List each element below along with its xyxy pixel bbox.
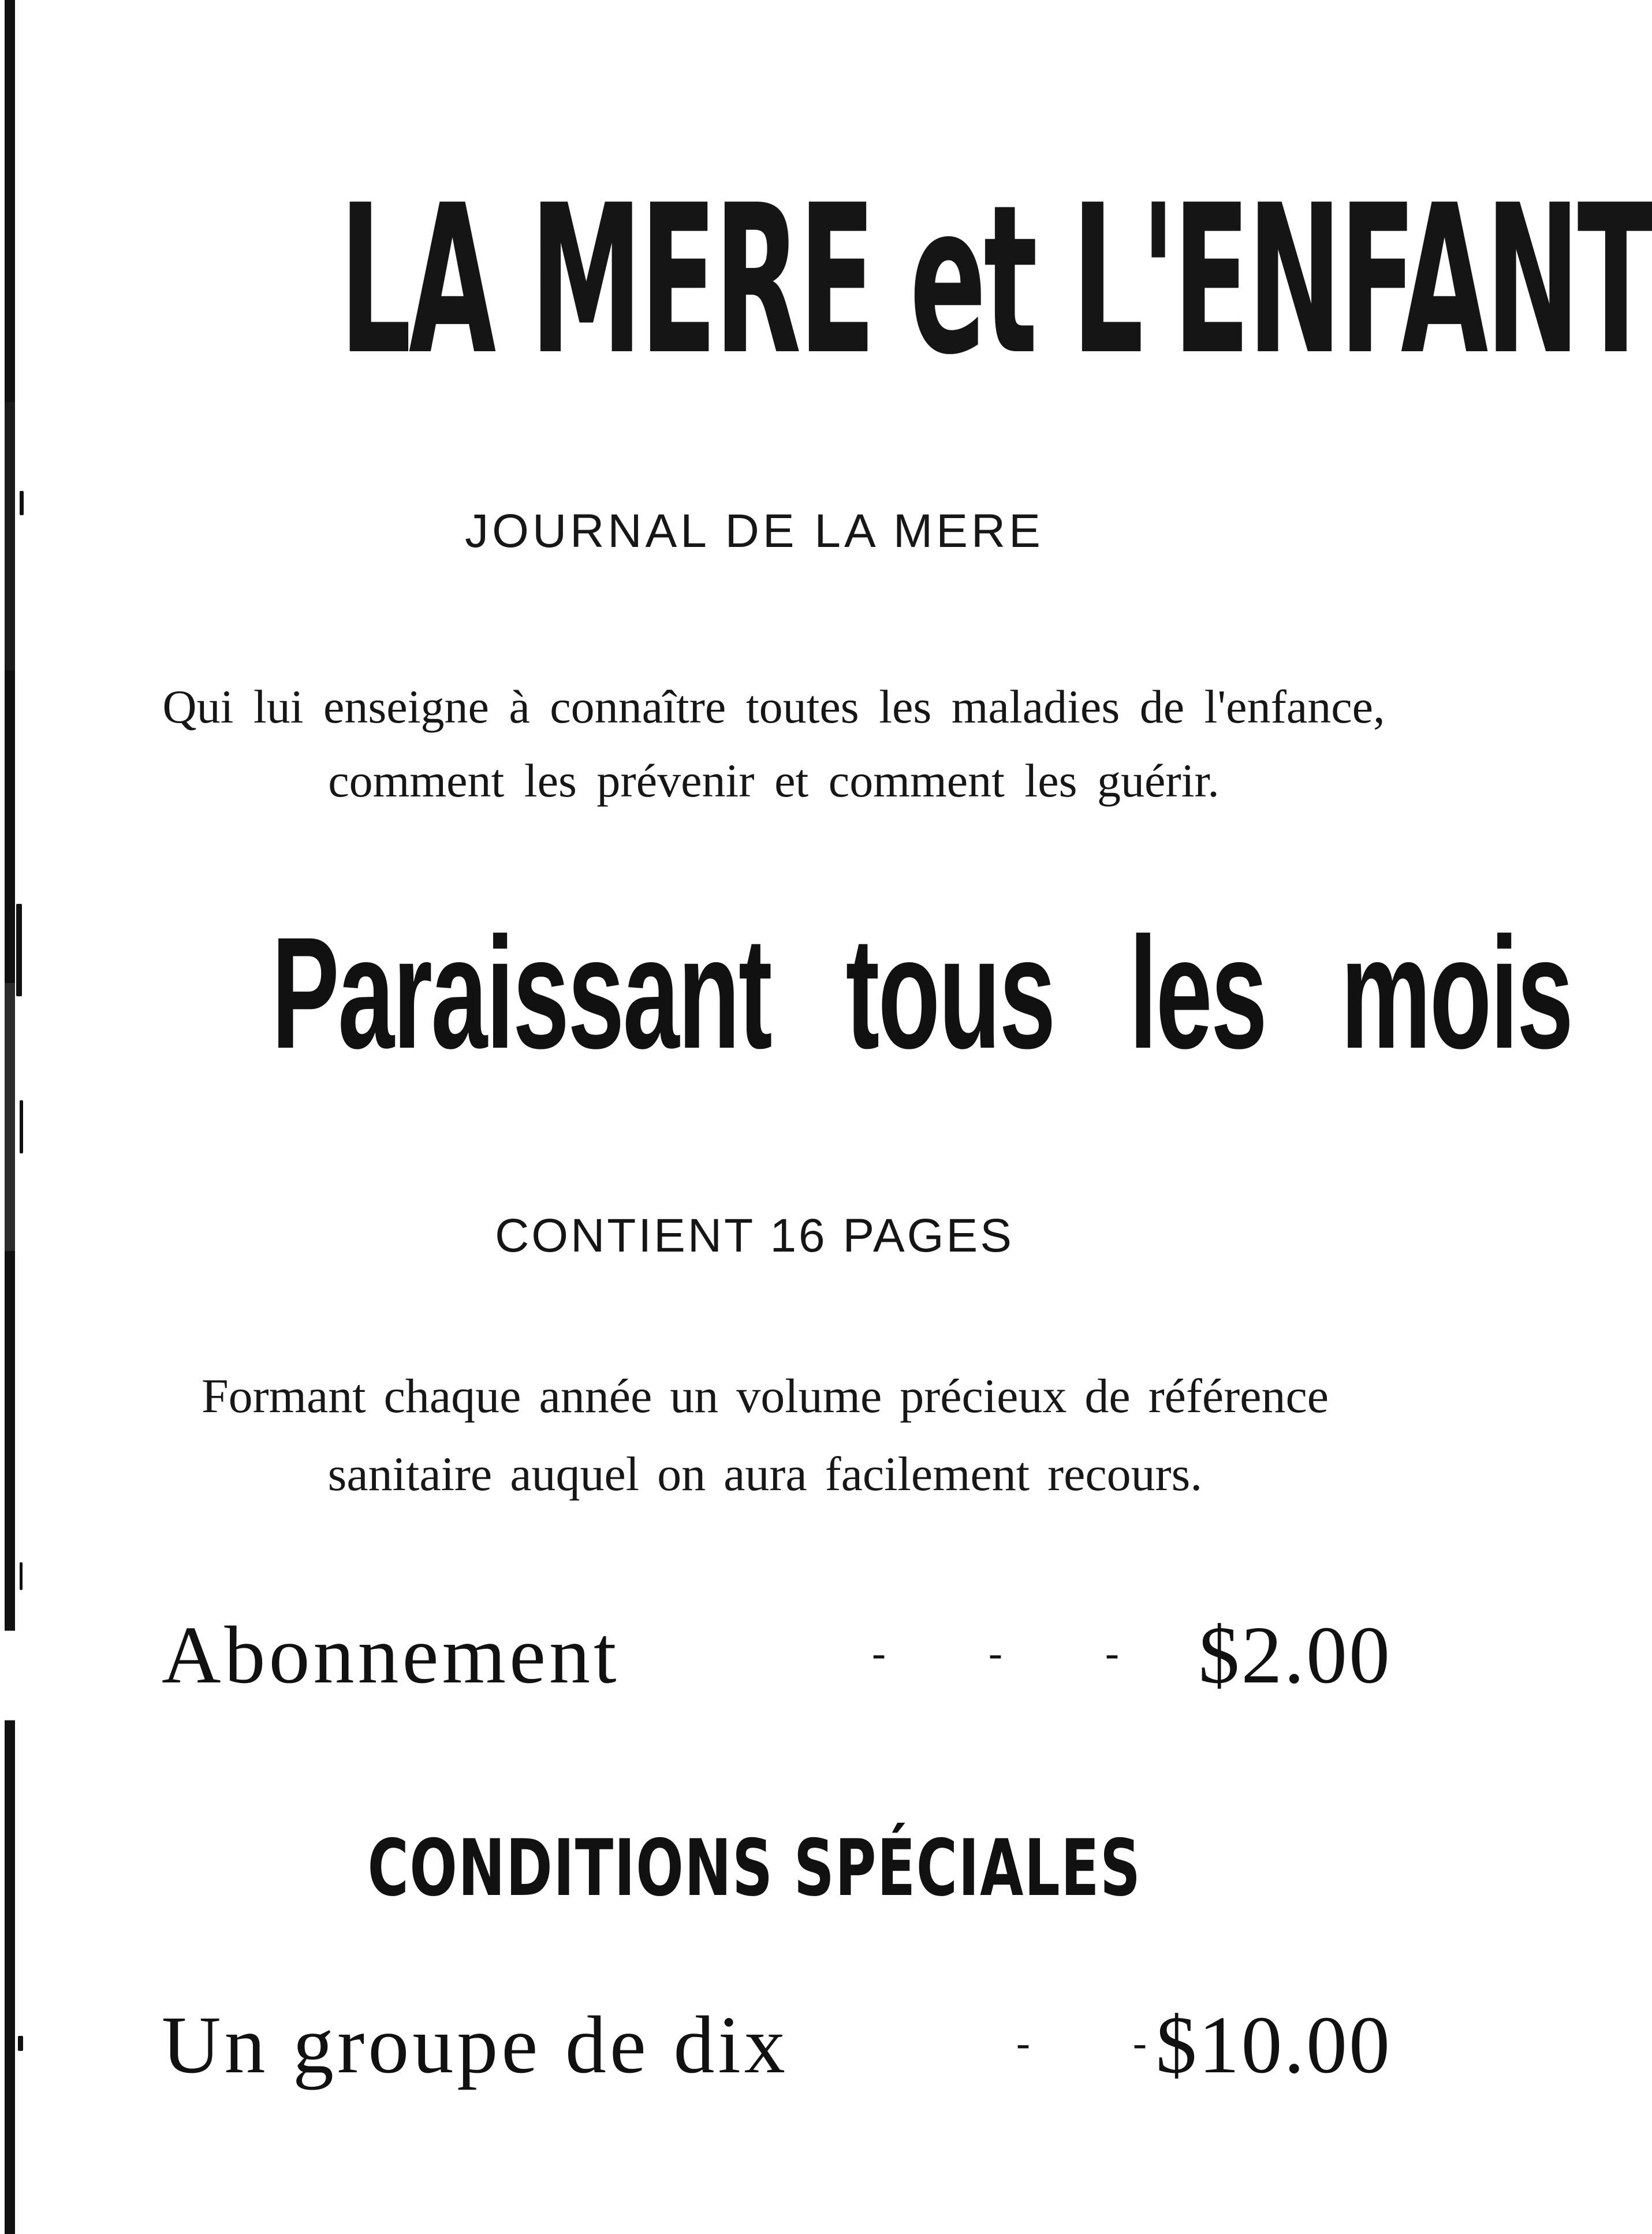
group-price-row [162, 1995, 1392, 2099]
scan-speck [18, 2036, 23, 2051]
group-offer-amount: $10.00 [1155, 1999, 1392, 2090]
scan-speck [16, 904, 22, 996]
subscription-label: Abonnement [162, 1609, 620, 1700]
scan-speck [20, 1100, 23, 1153]
page-count: CONTIENT 16 PAGES [495, 1209, 1014, 1262]
subscription-price-row [162, 1606, 1392, 1710]
journal-description: Qui lui enseigne à connaître toutes les maladies de l'enfance, comment les prévenir et comment les guérir. [162, 680, 1385, 807]
frequency-headline: Paraissant tous les mois [271, 904, 1572, 1082]
volume-description: Formant chaque année un volume précieux de référence sanitaire auquel on aura facilement recours. [201, 1369, 1329, 1501]
journal-subtitle: JOURNAL DE LA MERE [465, 505, 1044, 557]
special-conditions-heading: CONDITIONS SPÉCIALES [367, 1823, 1142, 1913]
masthead: LA MERE et L'ENFANT [339, 161, 1652, 400]
group-offer-label: Un groupe de dix [162, 1999, 789, 2090]
scan-edge-line [5, 0, 15, 2234]
subscription-leader-dots: - - - [872, 1630, 1165, 1676]
scan-speck [20, 1562, 23, 1590]
subscription-amount: $2.00 [1198, 1609, 1392, 1700]
scan-edge [0, 0, 32, 2234]
group-offer-leader-dots: - - [1016, 2020, 1193, 2066]
